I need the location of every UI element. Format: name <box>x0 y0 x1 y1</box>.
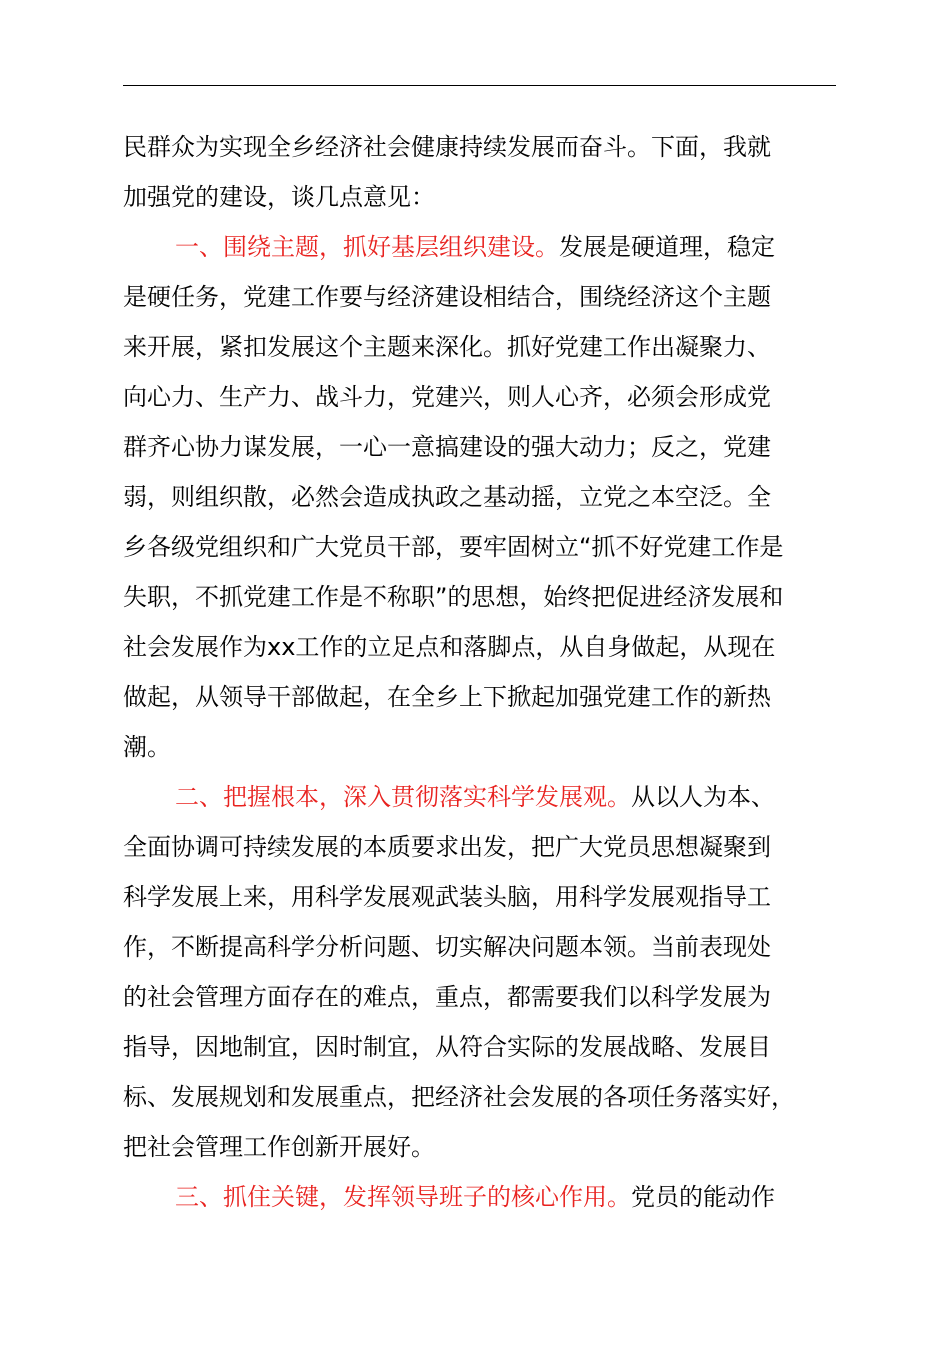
text-line <box>123 1072 795 1122</box>
text-line <box>123 322 771 372</box>
text-line <box>123 822 771 872</box>
line-text: 党员的能动作 <box>631 1183 775 1211</box>
line-text: 乡各级党组织和广大党员干部，要牢固树立“抓不好党建工作是 <box>123 533 784 561</box>
header-rule <box>123 85 836 86</box>
text-line <box>123 422 771 472</box>
text-line <box>123 972 771 1022</box>
text-line <box>123 722 171 772</box>
line-text: 作，不断提高科学分析问题、切实解决问题本领。当前表现处 <box>123 933 771 961</box>
text-line <box>123 522 783 572</box>
text-line <box>123 272 771 322</box>
line-text: 向心力、生产力、战斗力，党建兴，则人心齐，必须会形成党 <box>123 383 771 411</box>
text-line <box>123 1122 435 1172</box>
text-line <box>123 372 771 422</box>
line-text: 科学发展上来，用科学发展观武装头脑，用科学发展观指导工 <box>123 883 771 911</box>
text-line <box>123 872 771 922</box>
line-text: 的社会管理方面存在的难点，重点，都需要我们以科学发展为 <box>123 983 771 1011</box>
section-heading-line <box>175 772 775 822</box>
text-line <box>123 622 775 672</box>
line-text: 弱，则组织散，必然会造成执政之基动摇，立党之本空泛。全 <box>123 483 771 511</box>
text-line <box>123 472 771 522</box>
section-heading-3: 三、抓住关键，发挥领导班子的核心作用。 <box>175 1183 631 1211</box>
line-text: 社会发展作为xx工作的立足点和落脚点，从自身做起，从现在 <box>123 633 776 661</box>
line-text: 潮。 <box>123 733 171 761</box>
section-heading-1: 一、围绕主题，抓好基层组织建设。 <box>175 233 559 261</box>
line-text: 来开展，紧扣发展这个主题来深化。抓好党建工作出凝聚力、 <box>123 333 771 361</box>
text-line <box>123 1022 771 1072</box>
line-text: 加强党的建设，谈几点意见： <box>123 183 435 211</box>
line-text: 把社会管理工作创新开展好。 <box>123 1133 435 1161</box>
section-heading-line <box>175 1172 775 1222</box>
section-heading-line <box>175 222 775 272</box>
text-line <box>123 572 783 622</box>
line-text: 发展是硬道理，稳定 <box>559 233 775 261</box>
line-text: 民群众为实现全乡经济社会健康持续发展而奋斗。下面，我就 <box>123 133 771 161</box>
line-text: 失职，不抓党建工作是不称职”的思想，始终把促进经济发展和 <box>123 583 784 611</box>
line-text: 是硬任务，党建工作要与经济建设相结合，围绕经济这个主题 <box>123 283 771 311</box>
section-heading-2: 二、把握根本，深入贯彻落实科学发展观。 <box>175 783 631 811</box>
line-text: 指导，因地制宜，因时制宜，从符合实际的发展战略、发展目 <box>123 1033 771 1061</box>
text-line <box>123 122 771 172</box>
line-text: 全面协调可持续发展的本质要求出发，把广大党员思想凝聚到 <box>123 833 771 861</box>
line-text: 做起，从领导干部做起，在全乡上下掀起加强党建工作的新热 <box>123 683 771 711</box>
line-text: 群齐心协力谋发展，一心一意搞建设的强大动力；反之，党建 <box>123 433 771 461</box>
line-text: 从以人为本、 <box>631 783 775 811</box>
text-line <box>123 172 435 222</box>
line-text: 标、发展规划和发展重点，把经济社会发展的各项任务落实好， <box>123 1083 795 1111</box>
text-line <box>123 922 771 972</box>
text-line <box>123 672 771 722</box>
